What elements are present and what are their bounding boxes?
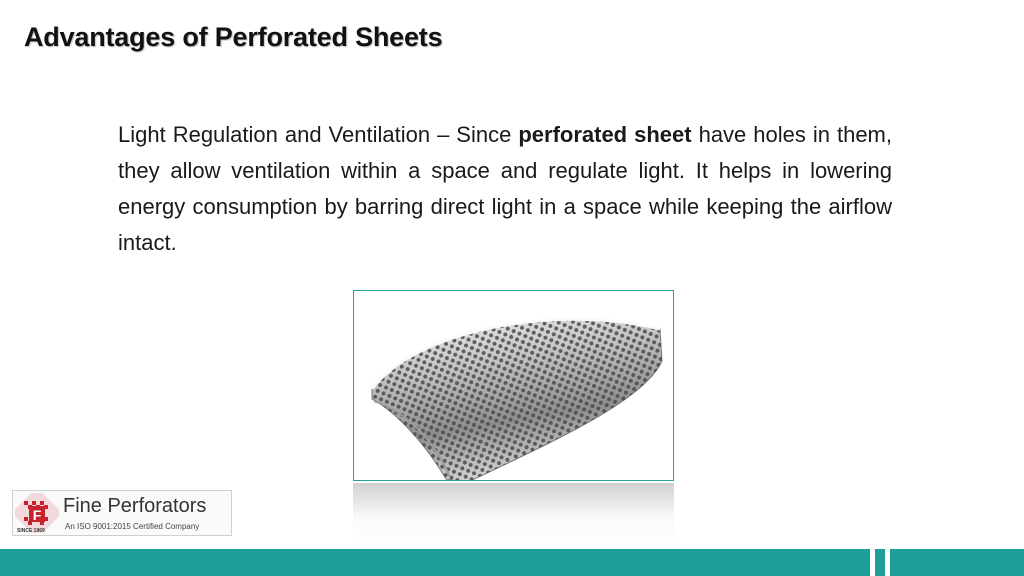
footer-divider-right [885,549,890,576]
svg-text:F: F [32,507,42,523]
paragraph-lead: Light Regulation and Ventilation – Since [118,122,519,147]
logo-tagline: An ISO 9001:2015 Certified Company [65,522,200,531]
perforated-sheet-image [353,290,674,481]
paragraph-rest: have holes in them, they allow ventilation within a space and regulate light. It helps in lowering energy consumption by barring direct light in a space while keeping the airflow intact. [118,122,892,255]
paragraph-emphasis: perforated sheet [518,122,692,147]
logo-since-text: SINCE 1969 [17,528,45,534]
logo-brand-text: Fine Perforators [63,495,207,517]
company-logo [12,490,232,536]
image-reflection [353,483,674,547]
body-paragraph [118,117,892,261]
perforated-sheet-illustration [354,291,674,481]
logo-emblem-icon [15,493,59,533]
page-title: Advantages of Perforated Sheets [24,22,443,52]
footer-divider-left [870,549,875,576]
